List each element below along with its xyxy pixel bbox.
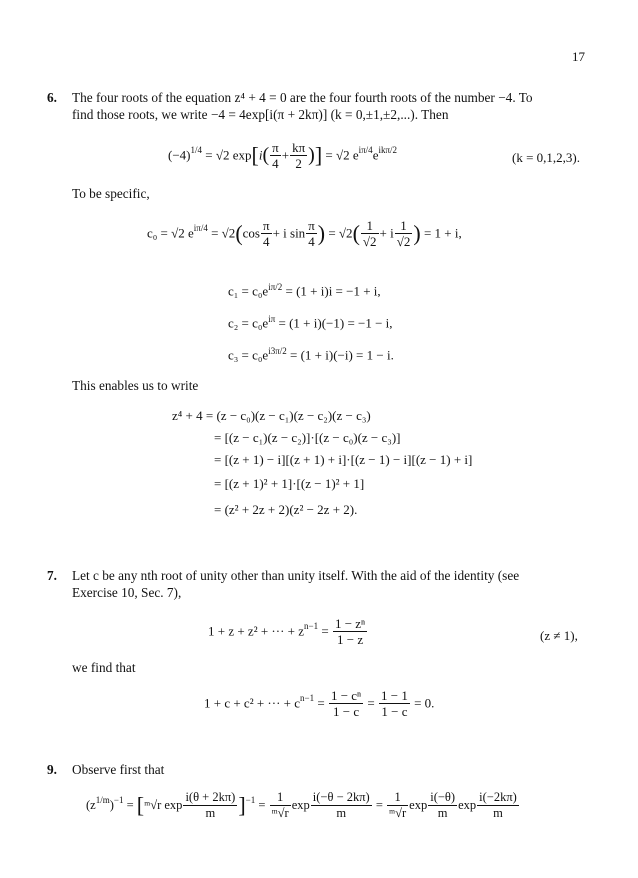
eq-denominator: ᵐ√r [389, 806, 407, 820]
eq-term: + i sin [272, 225, 306, 241]
eq-denominator: ᵐ√r [271, 806, 289, 820]
eq-term: cos [242, 225, 260, 241]
eq-term: exp [458, 798, 477, 812]
eq-numerator: 1 − cⁿ [330, 688, 362, 703]
eq-denominator: m [205, 806, 216, 820]
exercise-number: 7. [47, 568, 57, 583]
equation-main: $(-4)^{1/4} = √2$ exp[i( $\frac{\pi}{4}$ + $\frac{k\pi}{2}$ )] = √2 $e^{i\pi/4}e^{ik\pi/2}$ [168, 140, 398, 171]
eq-term: (−4) [168, 147, 191, 163]
equation-c0: c₀ = √2 $e^{i\pi/4} = √2(\cos$ $\frac{\pi}{4}$ + i sin $\frac{\pi}{4}$ ) = √2( $\frac{1}{√2}$ + i $\frac{1}{√2}$ ) = 1 + i, [147, 218, 462, 249]
eq-denominator: 2 [295, 156, 302, 171]
eq-exponent: n−1 [300, 693, 315, 704]
eq-numerator: i(θ + 2kπ) [185, 790, 236, 804]
eq-denominator: m [437, 806, 448, 820]
eq-exponent: 1/m [95, 795, 110, 806]
equation-identity [208, 616, 368, 647]
equation-result [204, 688, 434, 719]
paragraph-line: To be specific, [72, 186, 150, 201]
eq-exponent: ikπ/2 [378, 145, 398, 156]
eq-term: exp [291, 798, 310, 812]
eq-exponent: iπ/4 [358, 145, 373, 156]
eq-term: (z [86, 798, 96, 812]
eq-term: c₂ = c₀e [228, 315, 269, 331]
paragraph-line: Let c be any nth root of unity other than unity itself. With the aid of the identity (see [72, 568, 520, 583]
equation-factor-1: z⁴ + 4 = (z − c₀)(z − c₁)(z − c₂)(z − c₃) [172, 408, 371, 423]
eq-numerator: π [272, 140, 279, 155]
eq-numerator: 1 [395, 218, 413, 234]
eq-term: = [317, 695, 325, 711]
paragraph-line: find those roots, we write −4 = 4exp[i(π + 2kπ)] (k = 0,±1,±2,...). Then [72, 107, 449, 122]
eq-numerator: i(−θ − 2kπ) [312, 790, 370, 804]
eq-term: = [367, 695, 375, 711]
eq-numerator: π [308, 218, 315, 233]
eq-denominator: 1 − c [381, 704, 408, 719]
eq-denominator: √2 [362, 234, 377, 249]
eq-exponent: n−1 [304, 621, 319, 632]
eq-numerator: π [262, 218, 270, 233]
eq-term: ) [109, 798, 114, 812]
eq-term: 1 + z + z² + ··· + z [208, 623, 305, 639]
eq-term: = √2 e [325, 147, 359, 163]
exercise-number: 6. [47, 90, 57, 105]
equation-factor-4: = [(z + 1)² + 1]·[(z − 1)² + 1] [214, 476, 365, 491]
eq-term: c₀ = √2 e [147, 225, 194, 241]
eq-exponent: −1 [113, 795, 124, 806]
eq-denominator: 4 [272, 156, 279, 171]
equation-condition: (k = 0,1,2,3). [512, 150, 580, 165]
paragraph-line: This enables us to write [72, 378, 199, 393]
equation-condition: (z ≠ 1), [540, 628, 578, 643]
eq-term: = (1 + i)(−1) = −1 − i, [278, 315, 393, 331]
exercise-number: 9. [47, 762, 57, 777]
eq-numerator: 1 − zⁿ [334, 616, 366, 631]
eq-numerator: i(−θ) [430, 790, 456, 804]
eq-term: c₁ = c₀e [228, 283, 269, 299]
paragraph-line: Observe first that [72, 762, 165, 777]
eq-term: = [321, 623, 329, 639]
equation-c2 [228, 314, 393, 331]
eq-term: + i [379, 225, 394, 241]
eq-term: = (1 + i)i = −1 + i, [285, 283, 381, 299]
eq-numerator: 1 [387, 790, 408, 806]
eq-term: e [372, 147, 379, 163]
eq-numerator: 1 [361, 218, 379, 234]
equation-factor-2: = [(z − c₁)(z − c₂)]·[(z − c₀)(z − c₃)] [214, 430, 401, 445]
eq-denominator: 4 [308, 234, 315, 249]
eq-term: = [258, 798, 266, 812]
eq-term: exp [409, 798, 428, 812]
eq-term: = [375, 798, 383, 812]
eq-numerator: i(−2kπ) [479, 790, 517, 804]
eq-denominator: m [336, 806, 347, 820]
eq-denominator: √2 [396, 234, 411, 249]
eq-term: = (1 + i)(−i) = 1 − i. [290, 347, 394, 363]
eq-exponent: −1 [245, 795, 256, 806]
eq-term: c₃ = c₀e [228, 347, 269, 363]
page-number: 17 [572, 49, 585, 64]
paragraph-line: The four roots of the equation z⁴ + 4 = 0 are the four fourth roots of the number −4. To [72, 90, 533, 105]
eq-term: = √2 [328, 225, 353, 241]
eq-term: = √2 [211, 225, 236, 241]
equation-inverse-root: $(z^{1/m})^{-1}$ = [ᵐ√r exp $\frac{i(\theta + 2k\pi)}{m}$ ]$^{-1}$ = $\frac{1}{\text{ᵐ√r}}$ exp $\frac{i(-\theta - 2k\pi)}{m}$ = $\frac{1}{\text{ᵐ√r}}$ exp $\frac{i(-\theta)}{m}$ exp $\frac{i(-2k\pi)}{m}$ [86, 790, 517, 820]
eq-denominator: 1 − c [333, 704, 360, 719]
eq-term: = √2 exp [205, 147, 252, 163]
paragraph-line: Exercise 10, Sec. 7), [72, 585, 182, 600]
eq-denominator: 4 [263, 234, 270, 249]
equation-c1 [228, 282, 381, 299]
eq-denominator: 1 − z [337, 632, 364, 647]
eq-term: ᵐ√r exp [144, 798, 183, 812]
eq-denominator: m [493, 806, 503, 820]
equation-factor-3: = [(z + 1) − i][(z + 1) + i]·[(z − 1) − i][(z − 1) + i] [214, 452, 473, 467]
eq-numerator: kπ [292, 140, 306, 155]
eq-numerator: 1 − 1 [381, 688, 408, 703]
eq-term: i [258, 147, 263, 163]
eq-exponent: 1/4 [190, 145, 203, 156]
paragraph-line: we find that [72, 660, 136, 675]
eq-exponent: iπ/2 [268, 282, 283, 292]
eq-term: 1 + c + c² + ··· + c [204, 695, 301, 711]
eq-exponent: i3π/2 [268, 346, 287, 356]
equation-c3 [228, 346, 394, 363]
equation-factor-5: = (z² + 2z + 2)(z² − 2z + 2). [214, 502, 358, 517]
eq-exponent: iπ/4 [193, 223, 208, 234]
eq-term: = 1 + i, [423, 225, 462, 241]
eq-term: = 0. [414, 695, 435, 711]
eq-numerator: 1 [270, 790, 291, 806]
eq-exponent: iπ [268, 314, 276, 324]
eq-term: = [126, 798, 134, 812]
